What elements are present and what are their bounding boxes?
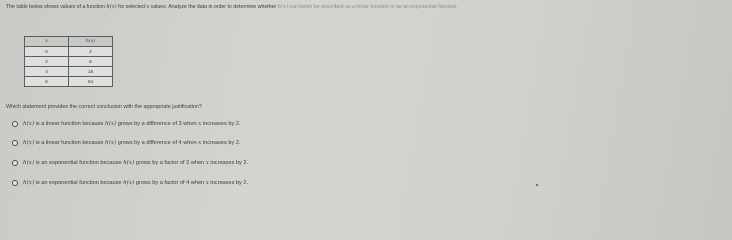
radio-button-icon[interactable] (12, 180, 18, 186)
table-row (25, 77, 113, 87)
table-header-row (25, 37, 113, 47)
variable-name: x (146, 4, 150, 10)
prompt-text-3: values. Analyze the data in order to determine whether (149, 4, 278, 10)
answer-choice-2[interactable] (12, 140, 241, 146)
function-name: h(x) (106, 4, 117, 10)
cell-hx: 6 (69, 57, 113, 67)
choice-label: h(x) is an exponential function because h(x) grows by a factor of 4 when x increases by 2. (23, 180, 249, 186)
radio-button-icon[interactable] (12, 140, 18, 146)
table-row (25, 57, 113, 67)
table-row (25, 67, 113, 77)
question-text: Which statement provides the correct conclusion with the appropriate justification? (6, 104, 202, 110)
prompt-text-2: for selected (116, 4, 147, 10)
paper-speck (536, 184, 538, 186)
cell-hx: 54 (69, 77, 113, 87)
prompt-text-1: The table below shows values of a function (6, 4, 107, 10)
cell-x: 2 (25, 57, 69, 67)
cell-x: 4 (25, 67, 69, 77)
cell-hx: 2 (69, 47, 113, 57)
cell-hx: 18 (69, 67, 113, 77)
function-name-2: h(x) (277, 4, 288, 10)
answer-choice-3[interactable] (12, 160, 248, 166)
answer-choice-1[interactable] (12, 121, 241, 127)
radio-button-icon[interactable] (12, 160, 18, 166)
cell-x: 0 (25, 47, 69, 57)
choice-label: h(x) is a linear function because h(x) grows by a difference of 3 when x increases by 2. (23, 121, 241, 127)
values-table (24, 36, 113, 87)
choice-label: h(x) is an exponential function because h(x) grows by a factor of 3 when x increases by 2. (23, 160, 249, 166)
table-row (25, 47, 113, 57)
prompt-text-4: can better be described as a linear function or as an exponential function. (287, 4, 458, 10)
radio-button-icon[interactable] (12, 121, 18, 127)
cell-x: 6 (25, 77, 69, 87)
header-x: x (25, 37, 69, 47)
problem-statement (6, 4, 726, 11)
answer-choice-4[interactable] (12, 180, 248, 186)
header-hx: h(x) (69, 37, 113, 47)
choice-label: h(x) is a linear function because h(x) grows by a difference of 4 when x increases by 2. (23, 140, 241, 146)
